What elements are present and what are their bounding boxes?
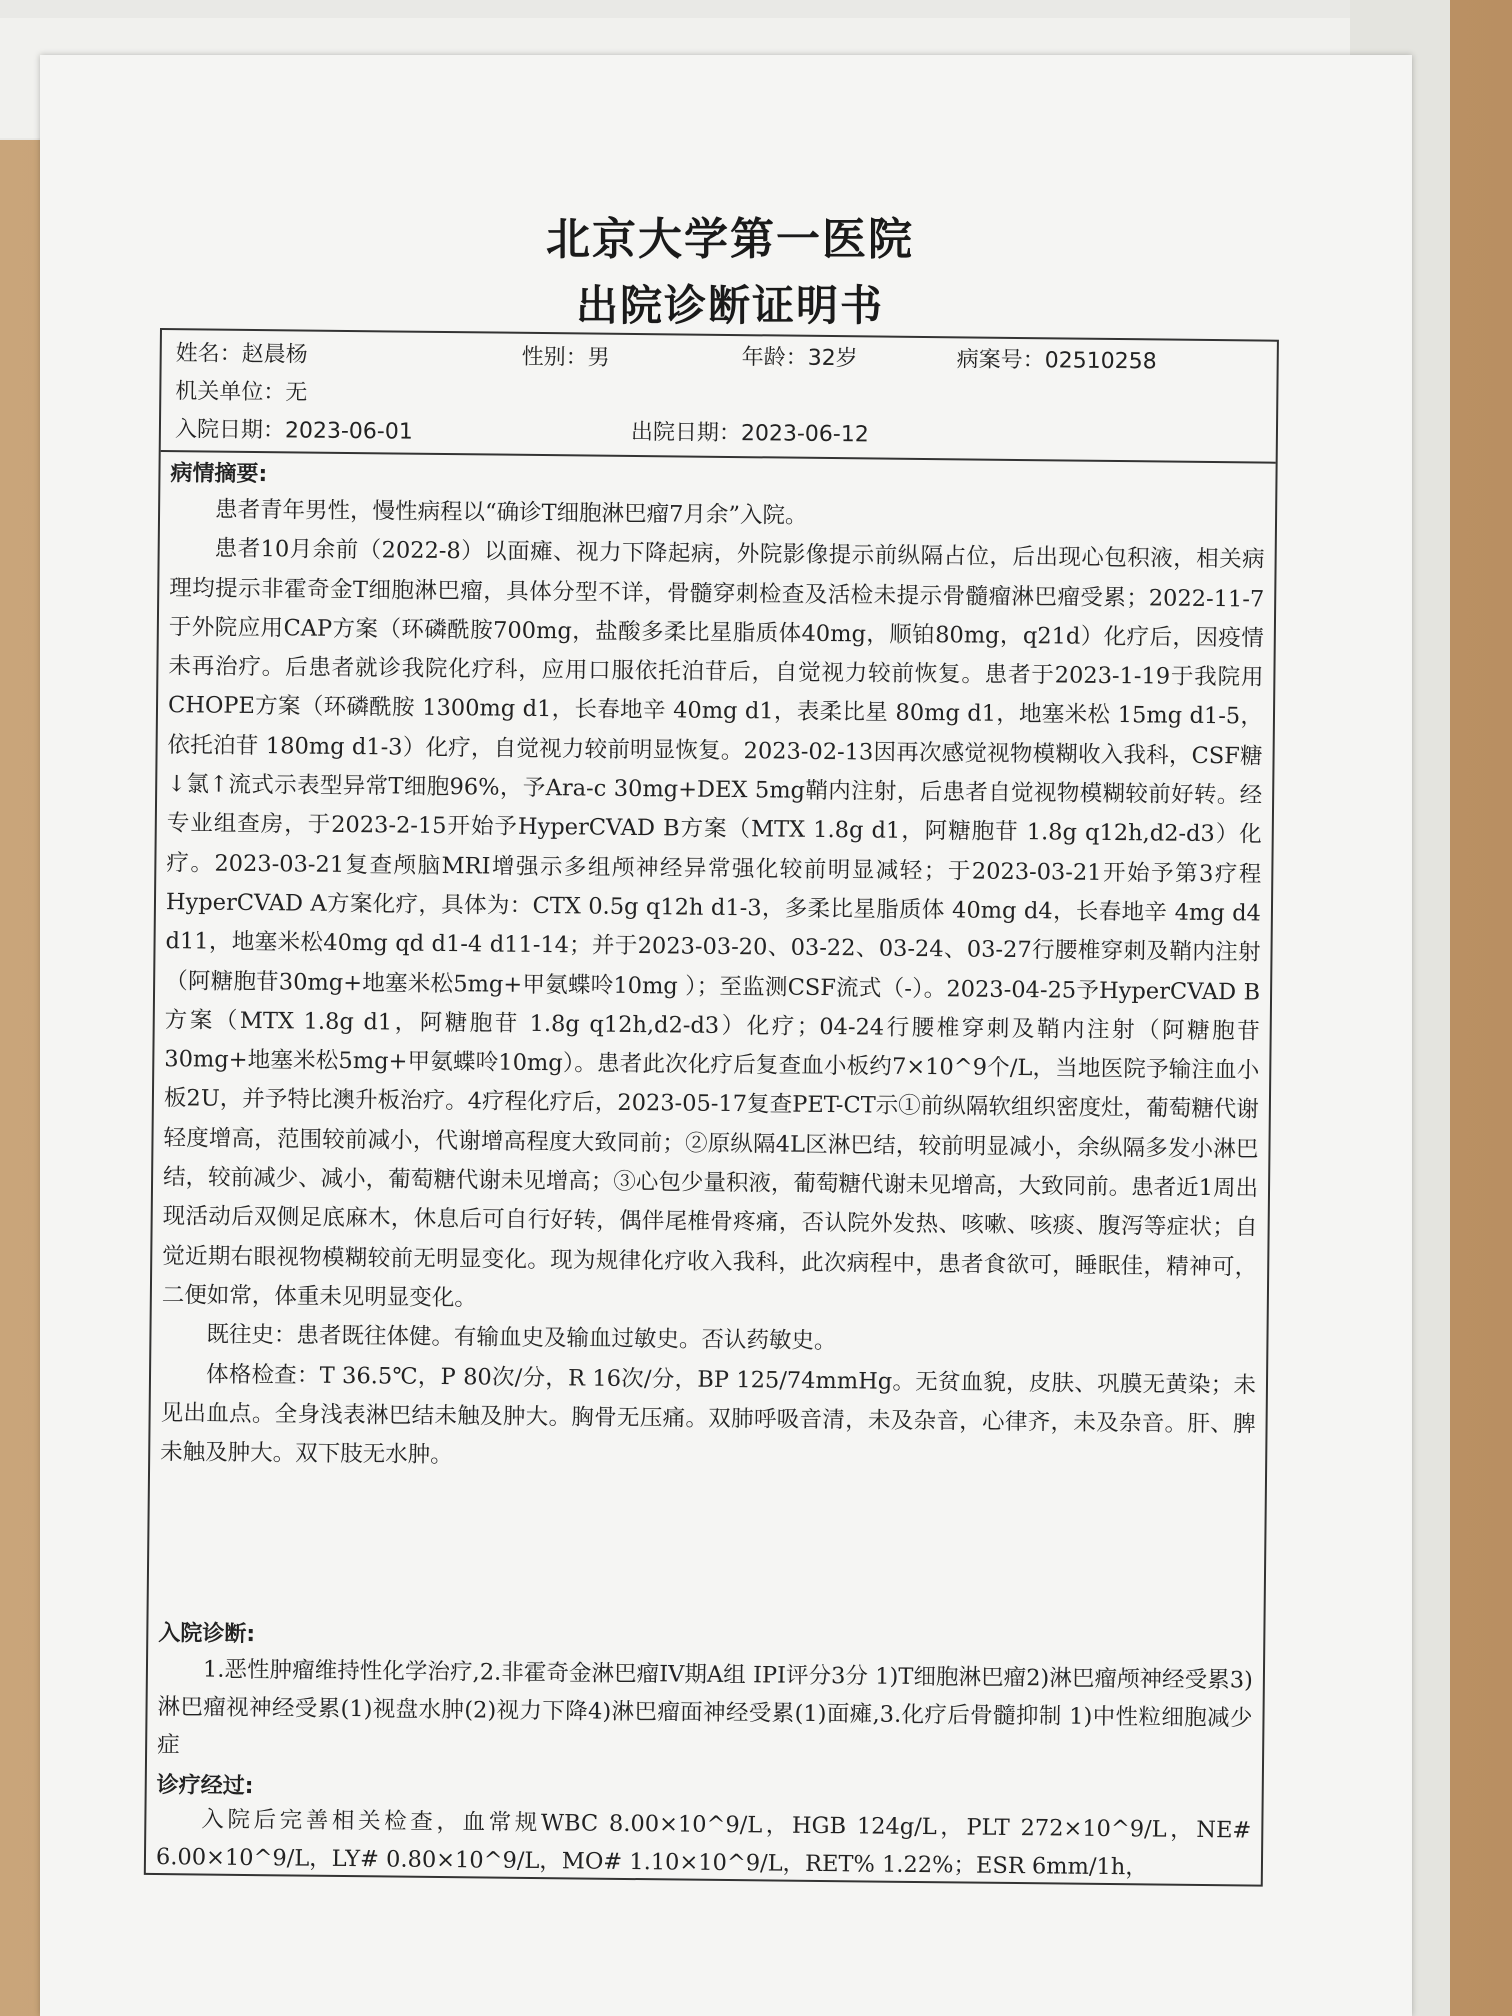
admission-date: 入院日期：2023-06-01 xyxy=(174,417,413,445)
patient-name: 姓名：赵晨杨 xyxy=(175,341,308,368)
document-title: 出院诊断证明书 xyxy=(575,281,884,330)
patient-sex: 性别：男 xyxy=(521,344,610,371)
diagnosis-section xyxy=(157,1650,1253,1775)
diagnosis-label: 入院诊断: xyxy=(158,1621,256,1648)
summary-section xyxy=(160,490,1265,1484)
summary-paragraph: 患者10月余前（2022-8）以面瘫、视力下降起病，外院影像提示前纵隔占位，后出现心包积液，相关病理均提示非霍奇金T细胞淋巴瘤，具体分型不详，骨髓穿刺检查及活检未提示骨髓瘤淋巴瘤受累；2022-11-7于外院应用CAP方案（环磷酰胺700mg，盐酸多柔比星脂质体40mg，顺铂80mg，q21d）化疗后，因疫情未再治疗。后患者就诊我院化疗科，应用口服依托泊苷后，自觉视力较前恢复。患者于2023-1-19于我院用CHOPE方案（环磷酰胺 1300mg d1，长春地辛 40mg d1，表柔比星 80mg d1，地塞米松 15mg d1-5，依托泊苷 180mg d1-3）化疗，自觉视力较前明显恢复。2023-02-13因再次感觉视物模糊收入我科，CSF糖↓氯↑流式示表型异常T细胞96%，予Ara-c 30mg+DEX 5mg鞘内注射，后患者自觉视物模糊较前好转。经专业组查房，于2023-2-15开始予HyperCVAD B方案（MTX 1.8g d1，阿糖胞苷 1.8g q12h,d2-d3）化疗。2023-03-21复查颅脑MRI增强示多组颅神经异常强化较前明显减轻；于2023-03-21开始予第3疗程HyperCVAD A方案化疗，具体为：CTX 0.5g q12h d1-3，多柔比星脂质体 40mg d4，长春地辛 4mg d4 d11，地塞米松40mg qd d1-4 d11-14；并于2023-03-20、03-22、03-24、03-27行腰椎穿刺及鞘内注射（阿糖胞苷30mg+地塞米松5mg+甲氨蝶呤10mg ）；至监测CSF流式（-）。2023-04-25予HyperCVAD B方案（MTX 1.8g d1，阿糖胞苷 1.8g q12h,d2-d3）化疗；04-24行腰椎穿刺及鞘内注射（阿糖胞苷30mg+地塞米松5mg+甲氨蝶呤10mg）。患者此次化疗后复查血小板约7×10^9个/L，当地医院予输注血小板2U，并予特比澳升板治疗。4疗程化疗后，2023-05-17复查PET-CT示①前纵隔软组织密度灶，葡萄糖代谢轻度增高，范围较前减小，代谢增高程度大致同前；②原纵隔4L区淋巴结，较前明显减小，余纵隔多发小淋巴结，较前减少、减小，葡萄糖代谢未见增高；③心包少量积液，葡萄糖代谢未见增高，大致同前。患者近1周出现活动后双侧足底麻木，休息后可自行好转，偶伴尾椎骨疼痛，否认院外发热、咳嗽、咳痰、腹泻等症状；自觉近期右眼视物模糊较前无明显变化。现为规律化疗收入我科，此次病程中，患者食欲可，睡眠佳，精神可，二便如常，体重未见明显变化。 xyxy=(161,535,1265,1312)
summary-paragraph: 既往史：患者既往体健。有输血史及输血过敏史。否认药敏史。 xyxy=(206,1321,837,1355)
discharge-date: 出院日期：2023-06-12 xyxy=(630,419,869,448)
patient-info-header xyxy=(161,330,1277,464)
course-section xyxy=(156,1800,1252,1887)
patient-age: 年龄：32岁 xyxy=(741,345,858,372)
work-unit: 机关单位：无 xyxy=(175,379,308,406)
record-number: 病案号：02510258 xyxy=(956,347,1157,375)
diagnosis-text: 1.恶性肿瘤维持性化学治疗,2.非霍奇金淋巴瘤IV期A组 IPI评分3分 1)T细胞淋巴瘤2)淋巴瘤颅神经受累3)淋巴瘤视神经受累(1)视盘水肿(2)视力下降4)淋巴瘤面神经受累(1)面瘫,3.化疗后骨髓抑制 1)中性粒细胞减少症 xyxy=(157,1656,1254,1759)
hospital-name: 北京大学第一医院 xyxy=(546,214,914,265)
certificate-frame xyxy=(144,328,1279,1887)
course-text: 入院后完善相关检查，血常规WBC 8.00×10^9/L，HGB 124g/L，PLT 272×10^9/L，NE# 6.00×10^9/L，LY# 0.80×10^9/L，MO# 1.10×10^9/L，RET% 1.22%；ESR 6mm/1h， xyxy=(155,1806,1252,1881)
summary-label: 病情摘要: xyxy=(170,461,268,488)
summary-paragraph: 体格检查：T 36.5℃，P 80次/分，R 16次/分，BP 125/74mmHg。无贫血貌，皮肤、巩膜无黄染；未见出血点。全身浅表淋巴结未触及肿大。胸骨无压痛。双肺呼吸音清，未及杂音，心律齐，未及杂音。肝、脾未触及肿大。双下肢无水肿。 xyxy=(160,1361,1257,1469)
course-label: 诊疗经过: xyxy=(156,1773,254,1800)
summary-paragraph: 患者青年男性，慢性病程以“确诊T细胞淋巴瘤7月余”入院。 xyxy=(214,496,808,529)
